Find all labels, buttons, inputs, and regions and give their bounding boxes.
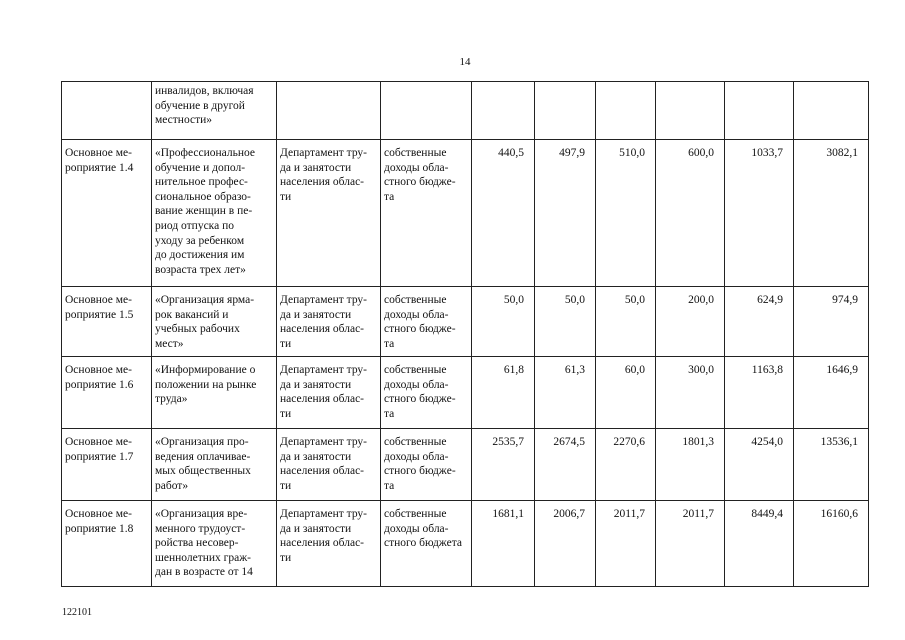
table-row	[62, 287, 869, 357]
executor-cell: Департамент тру- да и занятости населения облас- ти	[277, 287, 381, 357]
table-row	[62, 501, 869, 587]
value-cell: 440,5	[472, 140, 535, 287]
activity-cell: Основное ме- роприятие 1.5	[62, 287, 152, 357]
funding-source-cell: собственные доходы обла- стного бюдже- та	[381, 357, 472, 429]
activity-name-cell: инвалидов, включая обучение в другой местности»	[152, 82, 277, 140]
value-cell	[535, 82, 596, 140]
value-cell	[472, 82, 535, 140]
value-cell: 8449,4	[725, 501, 794, 587]
activity-cell: Основное ме- роприятие 1.6	[62, 357, 152, 429]
table-row	[62, 357, 869, 429]
executor-cell	[277, 82, 381, 140]
value-cell: 510,0	[596, 140, 656, 287]
value-cell: 2535,7	[472, 429, 535, 501]
value-cell: 61,8	[472, 357, 535, 429]
program-activities-table	[61, 81, 869, 587]
value-cell: 61,3	[535, 357, 596, 429]
value-cell: 2270,6	[596, 429, 656, 501]
activity-name-cell: «Профессиональное обучение и допол- нительное профес- сиональное образо- вание женщин в пе- риод отпуска по уходу за ребенком до достижения им возраста трех лет»	[152, 140, 277, 287]
executor-cell: Департамент тру- да и занятости населения облас- ти	[277, 429, 381, 501]
value-cell: 1646,9	[794, 357, 869, 429]
value-cell: 1033,7	[725, 140, 794, 287]
activity-name-cell: «Организация вре- менного трудоуст- ройства несовер- шеннолетних граж- дан в возрасте от 14	[152, 501, 277, 587]
value-cell: 16160,6	[794, 501, 869, 587]
value-cell	[725, 82, 794, 140]
value-cell: 497,9	[535, 140, 596, 287]
funding-source-cell: собственные доходы обла- стного бюджета	[381, 501, 472, 587]
funding-source-cell	[381, 82, 472, 140]
executor-cell: Департамент тру- да и занятости населения облас- ти	[277, 357, 381, 429]
activity-cell: Основное ме- роприятие 1.4	[62, 140, 152, 287]
table-row	[62, 82, 869, 140]
value-cell	[596, 82, 656, 140]
value-cell: 50,0	[596, 287, 656, 357]
activity-name-cell: «Организация про- ведения оплачивае- мых общественных работ»	[152, 429, 277, 501]
activity-name-cell: «Информирование о положении на рынке труда»	[152, 357, 277, 429]
funding-source-cell: собственные доходы обла- стного бюдже- та	[381, 287, 472, 357]
value-cell: 300,0	[656, 357, 725, 429]
value-cell: 2674,5	[535, 429, 596, 501]
activity-cell: Основное ме- роприятие 1.7	[62, 429, 152, 501]
activity-cell: Основное ме- роприятие 1.8	[62, 501, 152, 587]
page-number: 14	[459, 56, 471, 68]
value-cell: 4254,0	[725, 429, 794, 501]
value-cell: 60,0	[596, 357, 656, 429]
table-body	[62, 82, 869, 587]
value-cell	[656, 82, 725, 140]
value-cell: 1681,1	[472, 501, 535, 587]
value-cell: 974,9	[794, 287, 869, 357]
activity-cell	[62, 82, 152, 140]
value-cell: 2011,7	[656, 501, 725, 587]
value-cell: 2011,7	[596, 501, 656, 587]
value-cell: 1163,8	[725, 357, 794, 429]
value-cell: 13536,1	[794, 429, 869, 501]
value-cell: 3082,1	[794, 140, 869, 287]
table-row	[62, 140, 869, 287]
value-cell	[794, 82, 869, 140]
value-cell: 624,9	[725, 287, 794, 357]
value-cell: 2006,7	[535, 501, 596, 587]
funding-source-cell: собственные доходы обла- стного бюдже- та	[381, 140, 472, 287]
value-cell: 50,0	[472, 287, 535, 357]
table-row	[62, 429, 869, 501]
document-code: 122101	[62, 607, 92, 618]
executor-cell: Департамент тру- да и занятости населения облас- ти	[277, 501, 381, 587]
value-cell: 1801,3	[656, 429, 725, 501]
value-cell: 200,0	[656, 287, 725, 357]
value-cell: 600,0	[656, 140, 725, 287]
activity-name-cell: «Организация ярма- рок вакансий и учебных рабочих мест»	[152, 287, 277, 357]
funding-source-cell: собственные доходы обла- стного бюджe- та	[381, 429, 472, 501]
executor-cell: Департамент тру- да и занятости населения облас- ти	[277, 140, 381, 287]
value-cell: 50,0	[535, 287, 596, 357]
